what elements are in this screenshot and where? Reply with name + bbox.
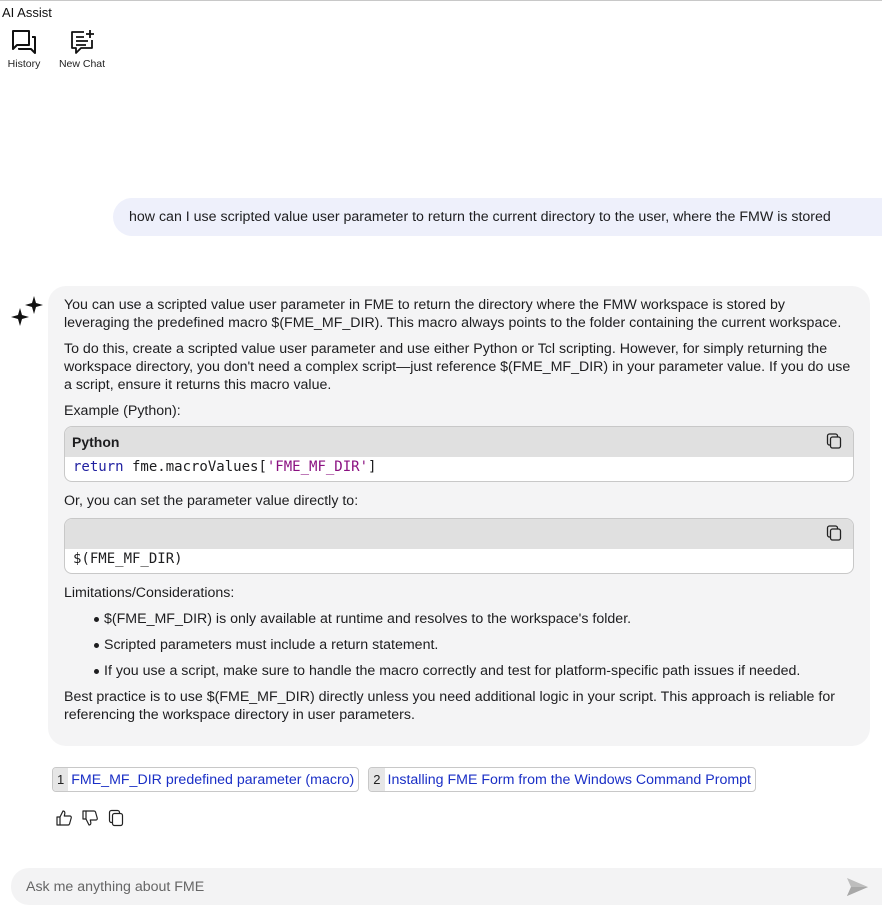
source-number: 1	[53, 768, 68, 791]
toolbar	[5, 28, 107, 70]
assistant-paragraph: You can use a scripted value user parameter in FME to return the directory where the FMW workspace is stored by leveraging the predefined macro $(FME_MF_DIR). This macro always points to the folder containing the current workspace.	[64, 297, 842, 331]
chat-input[interactable]	[11, 879, 844, 895]
code-language-label: Python	[72, 434, 120, 450]
history-icon	[10, 28, 38, 56]
copy-code-icon[interactable]	[825, 524, 843, 542]
feedback-actions	[55, 809, 125, 827]
assistant-message-bubble	[48, 286, 870, 746]
code-string: 'FME_MF_DIR'	[266, 459, 369, 475]
closing-paragraph: Best practice is to use $(FME_MF_DIR) directly unless you need additional logic in your script. This approach is reliable for referencing the workspace directory in user parameters.	[64, 689, 835, 723]
send-icon[interactable]	[844, 874, 870, 900]
limitation-item: Scripted parameters must include a return statement.	[94, 636, 854, 654]
assistant-paragraph: To do this, create a scripted value user parameter and use either Python or Tcl scripting. However, for simply returning the workspace directory, you don't need a complex script—just reference $(FME_MF_DIR) in your parameter value. If you do use a script, ensure it returns this macro value.	[64, 341, 851, 393]
source-title: FME_MF_DIR predefined parameter (macro)	[71, 771, 355, 788]
new-chat-button[interactable]	[57, 28, 107, 70]
code-content: $(FME_MF_DIR)	[73, 551, 183, 567]
ai-sparkle-icon	[10, 294, 44, 328]
code-text: ]	[368, 459, 377, 475]
copy-code-icon[interactable]	[825, 432, 843, 450]
thumbs-down-icon[interactable]	[81, 809, 99, 827]
source-title: Installing FME Form from the Windows Command Prompt	[387, 771, 751, 788]
code-content	[65, 457, 853, 481]
code-block-python	[64, 426, 854, 482]
window-top-border	[0, 0, 882, 1]
code-block-header	[65, 427, 853, 457]
copy-response-icon[interactable]	[107, 809, 125, 827]
history-label: History	[7, 58, 41, 70]
source-link[interactable]	[368, 767, 756, 792]
sources-list	[52, 767, 756, 792]
limitations-label: Limitations/Considerations:	[64, 585, 235, 601]
code-block-plain	[64, 518, 854, 574]
thumbs-up-icon[interactable]	[55, 809, 73, 827]
code-block-header	[65, 519, 853, 549]
chat-input-bar	[11, 868, 882, 905]
source-number: 2	[369, 768, 384, 791]
user-message-text: how can I use scripted value user parameter to return the current directory to the user, where the FMW is stored	[129, 209, 831, 225]
app-title: AI Assist	[2, 5, 52, 20]
limitation-item: If you use a script, make sure to handle the macro correctly and test for platform-specific path issues if needed.	[94, 662, 854, 680]
new-chat-icon	[68, 28, 96, 56]
code-keyword: return	[73, 459, 124, 475]
limitations-list	[64, 610, 854, 680]
example-label: Example (Python):	[64, 403, 181, 419]
new-chat-label: New Chat	[58, 58, 106, 70]
alt-label: Or, you can set the parameter value directly to:	[64, 493, 359, 509]
history-button[interactable]	[5, 28, 43, 70]
limitation-item: $(FME_MF_DIR) is only available at runtime and resolves to the workspace's folder.	[94, 610, 854, 628]
user-message-bubble	[113, 198, 882, 236]
source-link[interactable]	[52, 767, 359, 792]
code-text: fme.macroValues[	[123, 459, 267, 475]
